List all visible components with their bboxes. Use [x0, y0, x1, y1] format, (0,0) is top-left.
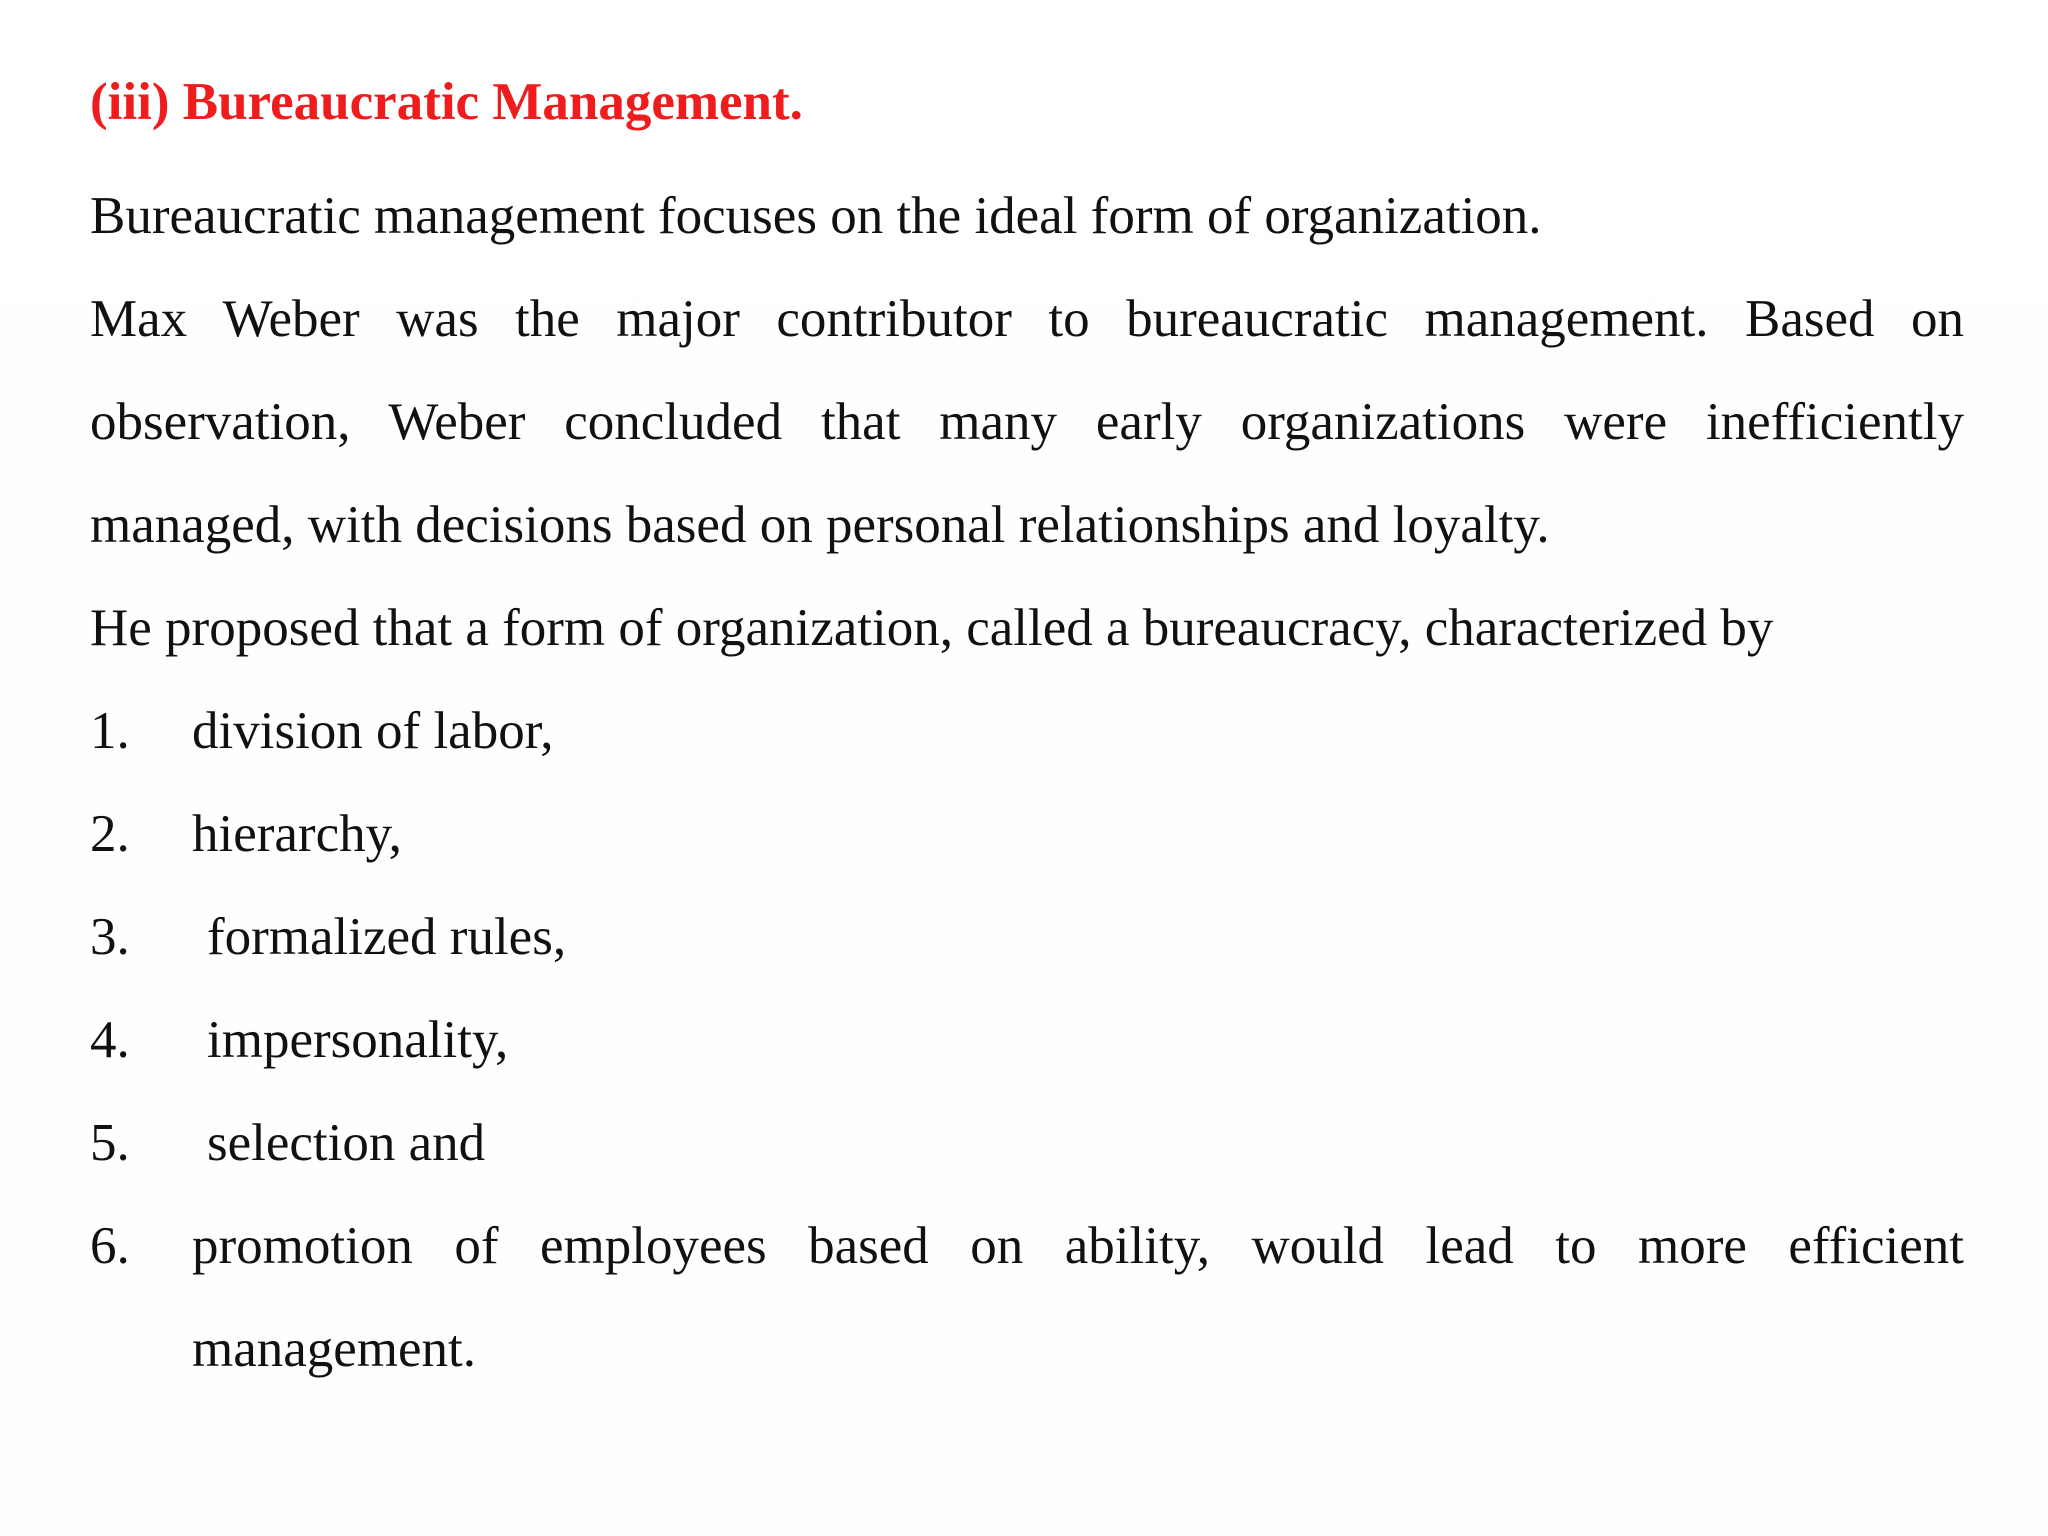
list-item	[90, 1092, 1964, 1195]
list-text: hierarchy,	[192, 805, 402, 863]
list-number: 3.	[90, 908, 130, 966]
list-item	[90, 783, 1964, 886]
list-number: 6.	[90, 1217, 130, 1275]
list-number: 4.	[90, 1011, 130, 1069]
list-text: division of labor,	[192, 702, 554, 760]
list-text: impersonality,	[207, 1011, 509, 1069]
characteristics-list	[90, 680, 1964, 1401]
proposal-paragraph: He proposed that a form of organization, called a bureaucracy, characterized by	[90, 599, 1774, 657]
list-item	[90, 886, 1964, 989]
intro-paragraph: Bureaucratic management focuses on the ideal form of organization.	[90, 187, 1542, 245]
list-number: 1.	[90, 702, 130, 760]
list-item	[90, 680, 1964, 783]
list-number: 2.	[90, 805, 130, 863]
list-item	[90, 989, 1964, 1092]
weber-paragraph: Max Weber was the major contributor to bureaucratic management. Based on observation, Weber concluded that many early organizations were inefficiently managed, with decisions based on personal relationships and loyalty.	[90, 290, 1964, 554]
list-text: selection and	[207, 1114, 486, 1172]
slide-content	[90, 62, 1964, 1401]
list-text: formalized rules,	[207, 908, 567, 966]
list-number: 5.	[90, 1114, 130, 1172]
list-item	[90, 1195, 1964, 1401]
list-text: promotion of employees based on ability, would lead to more efficient management.	[192, 1217, 1964, 1378]
section-heading: (iii) Bureaucratic Management.	[90, 73, 803, 131]
